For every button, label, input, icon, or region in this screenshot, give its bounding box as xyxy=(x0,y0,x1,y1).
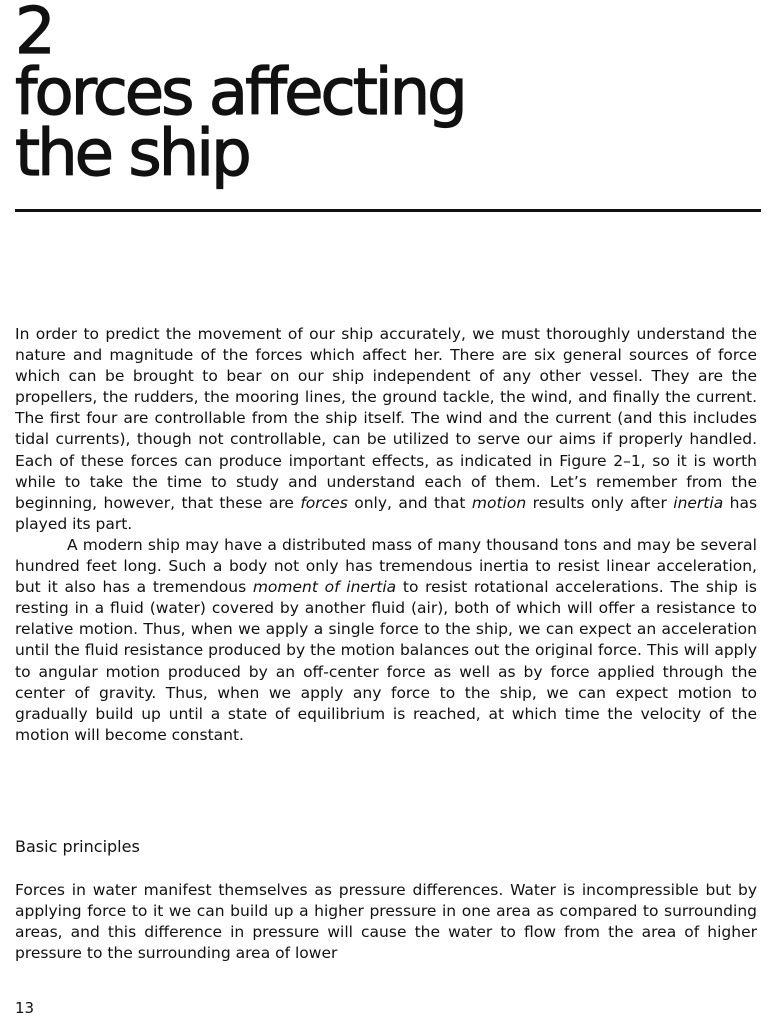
chapter-heading xyxy=(15,0,465,191)
title-rule xyxy=(15,209,761,212)
chapter-number: 2 xyxy=(15,0,53,69)
paragraph-text: A modern ship may have a distributed mass of many thousand tons and may be several hundred feet long. Such a body not only has tremendous inertia to resist linear acceleration, but it also has a tremendous xyxy=(15,535,757,597)
paragraph-basic-principles: Forces in water manifest themselves as pressure differences. Water is incompressible but by applying force to it we can build up a higher pressure in one area as compared to surrounding areas, and this difference in pressure will cause the water to flow from the area of higher pressure to the surrounding area of lower xyxy=(15,881,757,963)
paragraph-ship-mass xyxy=(15,535,757,746)
chapter-title-line-2: the ship xyxy=(15,117,249,191)
paragraph-text: results only after xyxy=(526,493,674,512)
intro-text xyxy=(15,324,757,746)
section-text xyxy=(15,880,757,964)
paragraph-forces-overview xyxy=(15,324,757,535)
page-number: 13 xyxy=(15,999,35,1017)
section-heading: Basic principles xyxy=(15,837,140,856)
emphasis-inertia: inertia xyxy=(673,493,724,512)
chapter-title-line-1: forces affecting xyxy=(15,56,465,130)
paragraph-text: to resist rotational accelerations. The ship is resting in a fluid (water) covered by another fluid (air), both of which will offer a resistance to relative motion. Thus, when we apply a single force to the ship, we can expect an acceleration until the fluid resistance produced by the motion balances out the original force. This will apply to angular motion produced by an off-center force as well as by force applied through the center of gravity. Thus, when we apply any force to the ship, we can expect motion to gradually build up until a state of equilibrium is reached, at which time the velocity of the motion will become constant. xyxy=(15,578,757,744)
emphasis-forces: forces xyxy=(300,493,348,512)
emphasis-motion: motion xyxy=(471,493,527,512)
emphasis-moment-of-inertia: moment of inertia xyxy=(252,578,397,597)
paragraph-text: In order to predict the movement of our ship accurately, we must thoroughly understand the nature and magnitude of the forces which affect her. There are six general sources of force which can be brought to bear on our ship independent of any other vessel. They are the propellers, the rudders, the mooring lines, the ground tackle, the wind, and finally the current. The first four are controllable from the ship itself. The wind and the current (and this includes tidal currents), though not controllable, can be utilized to serve our aims if properly handled. Each of these forces can produce important effects, as indicated in Figure 2–1, so it is worth while to take the time to study and understand each of them. Let’s remember from the beginning, however, that these are xyxy=(15,325,757,512)
paragraph-text: has played its part. xyxy=(15,493,758,533)
paragraph-text: only, and that xyxy=(347,493,472,512)
